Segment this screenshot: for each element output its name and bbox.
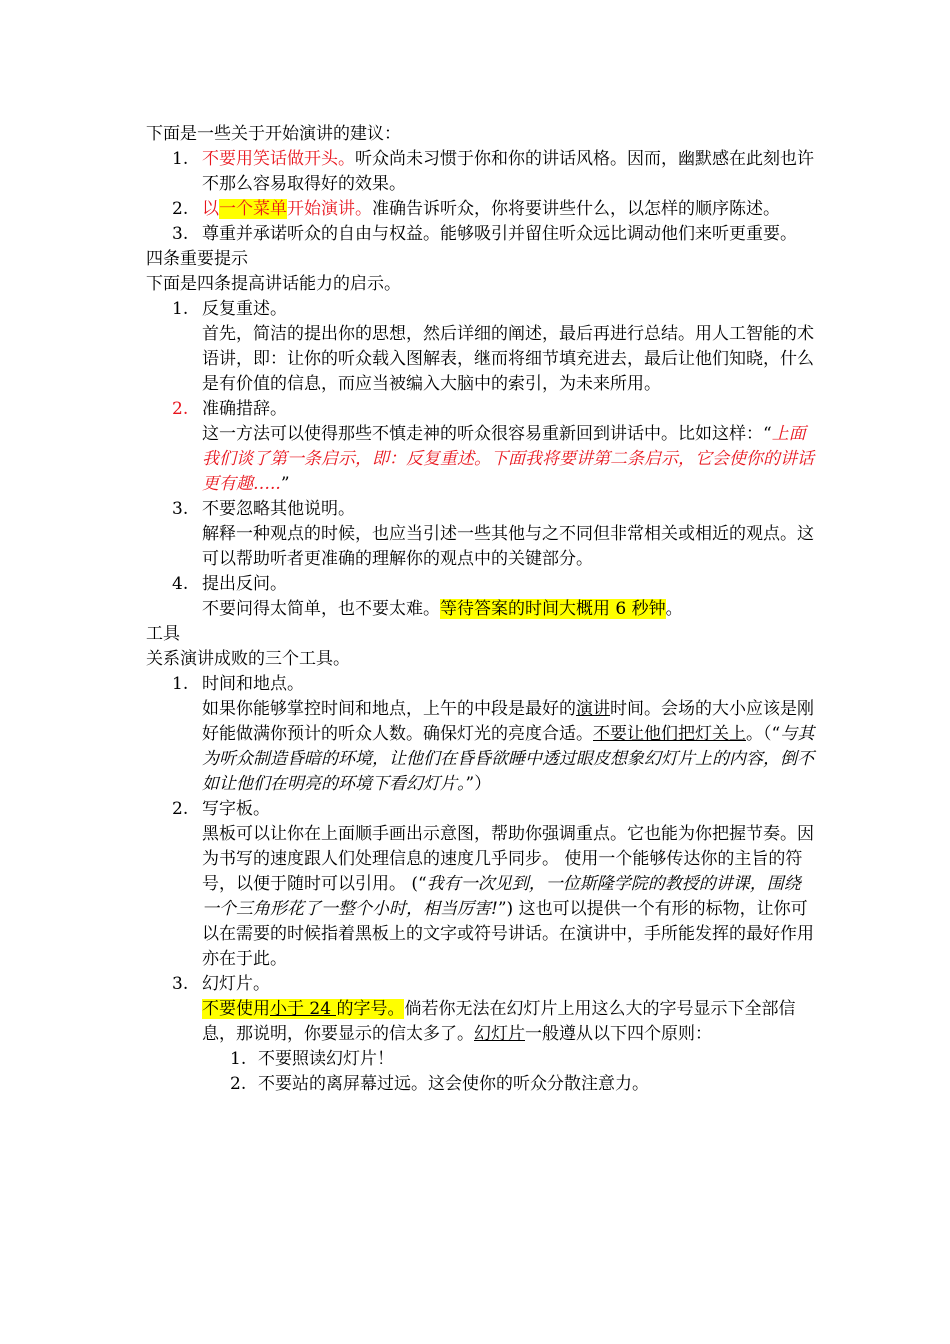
item-body: [202, 697, 816, 797]
item-title: 准确措辞。: [202, 399, 287, 419]
sub-list-item: [146, 1047, 816, 1072]
list-number: 4.: [172, 574, 189, 594]
red-text: 开始演讲。: [287, 199, 372, 219]
list-item: [146, 397, 816, 497]
item-body: [202, 822, 816, 972]
underlined-text: 演讲: [576, 699, 610, 719]
highlighted-underlined-text: 小于 24: [270, 999, 337, 1019]
list-number: 1.: [172, 299, 189, 319]
body-text: 这一方法可以使得那些不慎走神的听众很容易重新回到讲话中。比如这样：“: [202, 424, 772, 444]
list-item: [146, 497, 816, 572]
body-text: 黑板可以让你在上面顺手画出示意图，帮助你强调重点。它也能为你把握节奏。因为书写的速度跟人们处理信息的速度几乎同步。 使用一个能够传达你的主旨的符号，以便于随时可以引用。 (“: [202, 824, 814, 894]
item-title: 提出反问。: [202, 574, 287, 594]
italic-quote: 与其为听众制造昏暗的环境，让他们在昏昏欲睡中透过眼皮想象幻灯片上的内容，倒不如让他们在明亮的环境下看幻灯片。: [202, 724, 815, 794]
item-text: 准确告诉听众，你将要讲些什么，以怎样的顺序陈述。: [372, 199, 780, 219]
item-body: 首先，简洁的提出你的思想，然后详细的阐述，最后再进行总结。用人工智能的术语讲，即：让你的听众载入图解表，继而将细节填充进去，最后让他们知晓，什么是有价值的信息，而应当被编入大脑中的索引，为未来所用。: [202, 324, 814, 394]
item-text: 尊重并承诺听众的自由与权益。能够吸引并留住听众远比调动他们来听更重要。: [202, 224, 797, 244]
highlighted-text: 的字号。: [336, 999, 405, 1019]
body-text: 不要问得太简单，也不要太难。: [202, 599, 440, 619]
body-text: ”）: [465, 774, 492, 794]
item-title: 写字板。: [202, 799, 270, 819]
body-text: 时间。会场的大小应该是刚好能做满你预计的听众人数。确保灯光的亮度合适。: [202, 699, 814, 744]
item-body: [202, 597, 816, 622]
item-title: 幻灯片。: [202, 974, 270, 994]
red-text: 以: [202, 199, 219, 219]
section-intro: 下面是四条提高讲话能力的启示。: [146, 274, 401, 294]
list-number: 2.: [172, 799, 189, 819]
italic-quote: 上面我们谈了第一条启示，即：反复重述。下面我将要讲第二条启示，它会使你的讲话更有趣…..: [202, 424, 814, 494]
sub-item-text: 不要站的离屏幕过远。这会使你的听众分散注意力。: [258, 1074, 649, 1094]
list-number: 3.: [172, 224, 189, 244]
list-number: 3.: [172, 974, 189, 994]
section-intro: 关系演讲成败的三个工具。: [146, 649, 350, 669]
list-item: [146, 222, 816, 247]
sub-item-text: 不要照读幻灯片！: [258, 1049, 394, 1069]
list-item: [146, 797, 816, 972]
item-title: 反复重述。: [202, 299, 287, 319]
body-text: 如果你能够掌控时间和地点，上午的中段是最好的: [202, 699, 576, 719]
item-body: 解释一种观点的时候，也应当引述一些其他与之不同但非常相关或相近的观点。这可以帮助听者更准确的理解你的观点中的关键部分。: [202, 524, 814, 569]
sub-list-item: [146, 1072, 816, 1097]
underlined-text: 幻灯片: [474, 1024, 525, 1044]
document-page: [146, 122, 816, 1097]
section-heading: 四条重要提示: [146, 249, 248, 269]
body-text: 。: [665, 599, 683, 619]
item-title: 不要忽略其他说明。: [202, 499, 355, 519]
body-text: ”: [280, 474, 290, 494]
list-number: 1.: [172, 674, 189, 694]
item-title: 时间和地点。: [202, 674, 304, 694]
list-item: [146, 197, 816, 222]
list-number: 2.: [172, 199, 189, 219]
item-text: 听众尚未习惯于你和你的讲话风格。因而，幽默感在此刻也许不那么容易取得好的效果。: [202, 149, 814, 194]
highlighted-text: 等待答案的时间大概用 6 秒钟: [440, 599, 666, 619]
highlighted-text: 不要使用: [202, 999, 270, 1019]
item-body: [202, 422, 816, 497]
highlighted-text: 一个菜单: [219, 199, 287, 219]
section-heading: 工具: [146, 624, 180, 644]
list-number: 2.: [172, 399, 189, 419]
sub-list-number: 1.: [230, 1049, 247, 1069]
list-item: [146, 147, 816, 197]
list-item: [146, 297, 816, 397]
list-item: [146, 972, 816, 1047]
red-text: 不要用笑话做开头。: [202, 149, 355, 169]
body-text: 倘若你无法在幻灯片上用这么大的字号显示下全部信息，那说明，你要显示的信太多了。: [202, 999, 796, 1044]
list-number: 3.: [172, 499, 189, 519]
underlined-text: 不要让他们把灯关上: [593, 724, 746, 744]
item-body: [202, 997, 816, 1047]
body-text: 一般遵从以下四个原则：: [525, 1024, 712, 1044]
body-text: ”) 这也可以提供一个有形的标物，让你可以在需要的时候指着黑板上的文字或符号讲话。在演讲中，手所能发挥的最好作用亦在于此。: [202, 899, 814, 969]
italic-quote: 我有一次见到，一位斯隆学院的教授的讲课，围绕一个三角形花了一整个小时，相当厉害!: [202, 874, 801, 919]
list-number: 1.: [172, 149, 189, 169]
sub-list-number: 2.: [230, 1074, 247, 1094]
list-item: [146, 672, 816, 797]
list-item: [146, 572, 816, 622]
section1-intro: 下面是一些关于开始演讲的建议：: [146, 124, 401, 144]
body-text: 。（“: [746, 724, 781, 744]
